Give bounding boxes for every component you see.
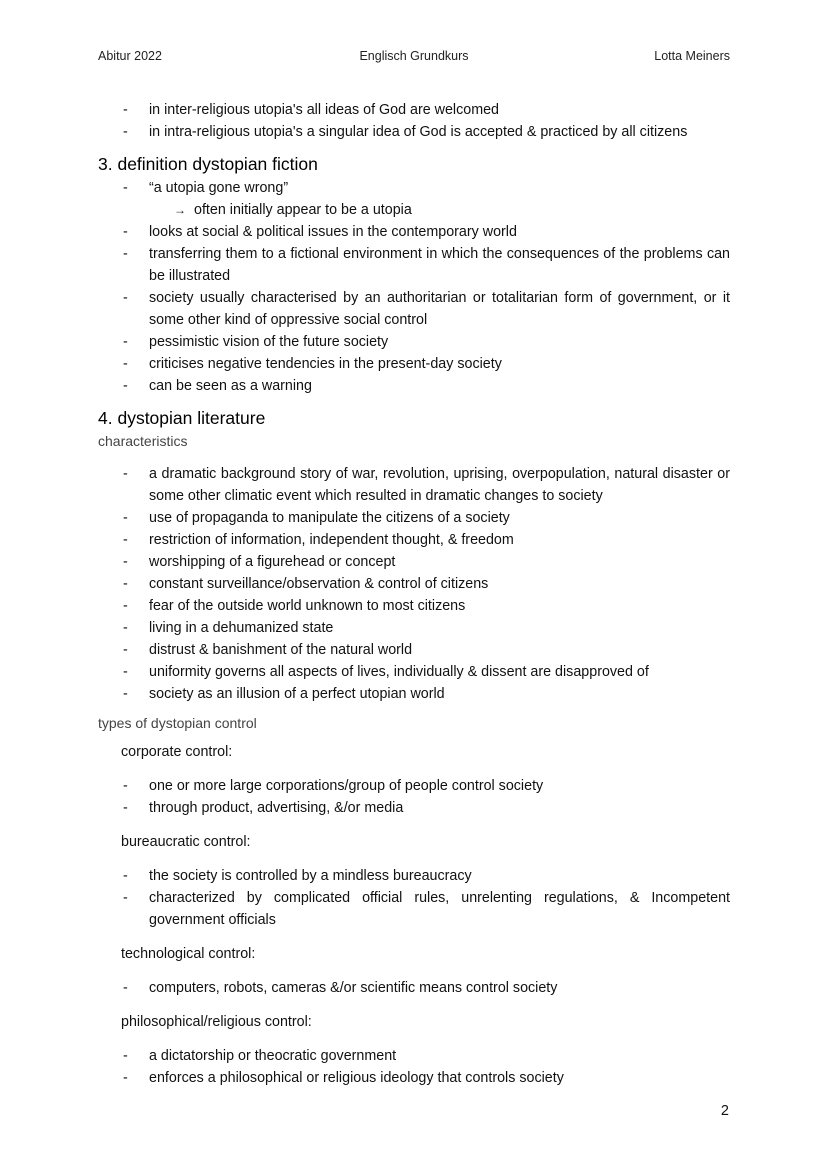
list-item: - transferring them to a fictional environment in which the consequences of the problems can be illustrated: [98, 243, 730, 287]
list-item: - uniformity governs all aspects of lives, individually & dissent are disapproved of: [98, 661, 730, 683]
list-item: - pessimistic vision of the future society: [98, 331, 730, 353]
header-right: Lotta Meiners: [654, 49, 730, 63]
list-item: - “a utopia gone wrong”: [98, 177, 730, 199]
characteristics-list: [98, 463, 730, 705]
list-item: - a dramatic background story of war, revolution, uprising, overpopulation, natural disaster or some other climatic event which resulted in dramatic changes to society: [98, 463, 730, 507]
section-3-list: [98, 177, 730, 199]
list-item: - one or more large corporations/group of people control society: [98, 775, 730, 797]
page-content: [98, 99, 730, 1089]
header-left: Abitur 2022: [98, 49, 162, 63]
list-item: - use of propaganda to manipulate the citizens of a society: [98, 507, 730, 529]
page-header: [98, 49, 730, 67]
list-item: - in intra-religious utopia's a singular idea of God is accepted & practiced by all citizens: [98, 121, 730, 143]
arrow-right-icon: →: [174, 203, 186, 217]
corporate-control-label: corporate control:: [121, 744, 233, 760]
section-4-heading: 4. dystopian literature: [98, 408, 266, 428]
list-item: - characterized by complicated official rules, unrelenting regulations, & Incompetent government officials: [98, 887, 730, 931]
philosophical-control-label: philosophical/religious control:: [121, 1014, 312, 1030]
section-3-list-cont: [98, 221, 730, 397]
list-item: - in inter-religious utopia's all ideas of God are welcomed: [98, 99, 730, 121]
list-item: - constant surveillance/observation & control of citizens: [98, 573, 730, 595]
list-item: - distrust & banishment of the natural world: [98, 639, 730, 661]
list-item: - can be seen as a warning: [98, 375, 730, 397]
list-item: - the society is controlled by a mindless bureaucracy: [98, 865, 730, 887]
list-item: - a dictatorship or theocratic government: [98, 1045, 730, 1067]
technological-control-label: technological control:: [121, 946, 256, 962]
page-number: 2: [720, 1103, 729, 1119]
list-item: - fear of the outside world unknown to most citizens: [98, 595, 730, 617]
list-item: - looks at social & political issues in the contemporary world: [98, 221, 730, 243]
list-item: - criticises negative tendencies in the present-day society: [98, 353, 730, 375]
list-item: - enforces a philosophical or religious ideology that controls society: [98, 1067, 730, 1089]
corporate-control-list: [98, 775, 730, 819]
list-item: - worshipping of a figurehead or concept: [98, 551, 730, 573]
arrow-note: [98, 199, 730, 221]
characteristics-label: characteristics: [98, 433, 188, 449]
list-item: - society as an illusion of a perfect utopian world: [98, 683, 730, 705]
list-item: - living in a dehumanized state: [98, 617, 730, 639]
bureaucratic-control-label: bureaucratic control:: [121, 834, 251, 850]
section-3-heading: 3. definition dystopian fiction: [98, 154, 318, 174]
philosophical-control-list: [98, 1045, 730, 1089]
technological-control-list: [98, 977, 730, 999]
bureaucratic-control-list: [98, 865, 730, 931]
types-label: types of dystopian control: [98, 715, 257, 731]
list-item: - through product, advertising, &/or media: [98, 797, 730, 819]
list-item: - computers, robots, cameras &/or scientific means control society: [98, 977, 730, 999]
list-item: - restriction of information, independent thought, & freedom: [98, 529, 730, 551]
intro-list: [98, 99, 730, 143]
list-item: - society usually characterised by an authoritarian or totalitarian form of government, or it some other kind of oppressive social control: [98, 287, 730, 331]
arrow-note-text: often initially appear to be a utopia: [194, 202, 412, 218]
header-center: Englisch Grundkurs: [359, 49, 469, 63]
